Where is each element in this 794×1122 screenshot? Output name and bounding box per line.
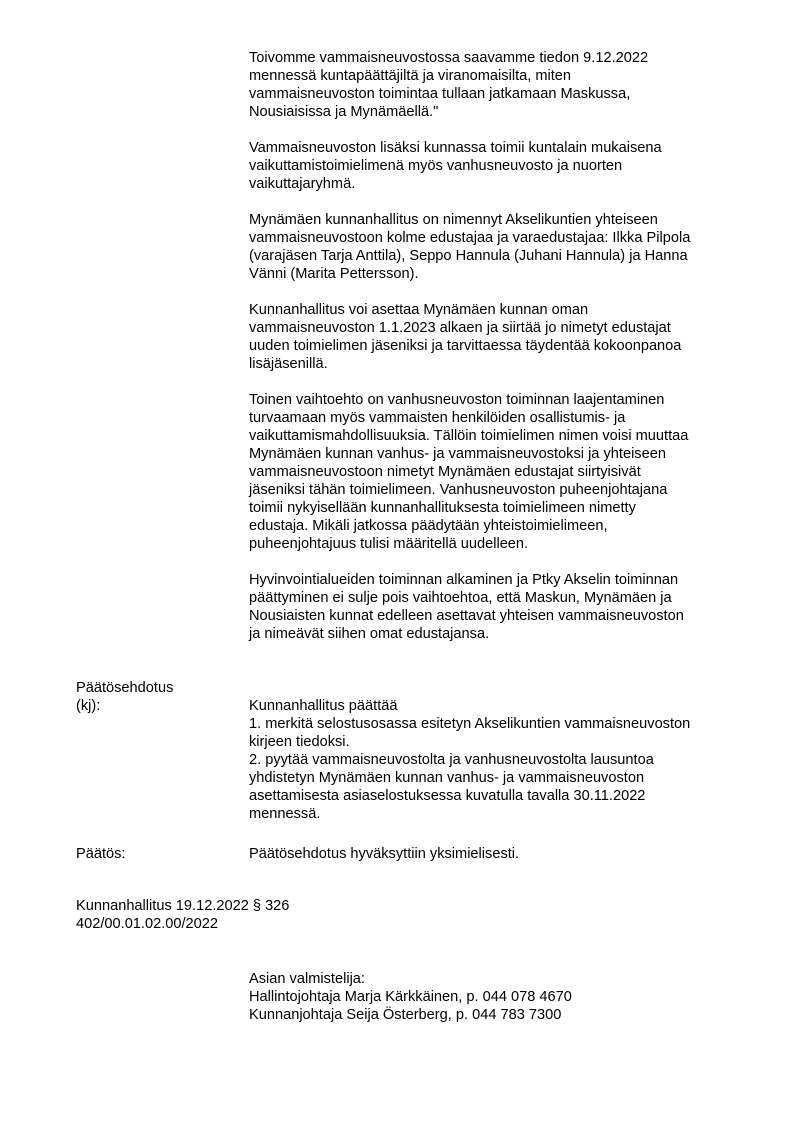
meeting-reference — [76, 897, 476, 933]
text-line: toimii nykyisellään kunnanhallituksesta toimielimeen nimetty — [249, 500, 636, 516]
text-line: vammaisneuvostoon kolme edustajaa ja varaedustajaa: Ilkka Pilpola — [249, 230, 691, 246]
text-line: Mynämäen kunnanhallitus on nimennyt Akselikuntien yhteiseen — [249, 212, 658, 228]
text-line: vaikuttamistoimielimenä myös vanhusneuvosto ja nuorten — [249, 158, 623, 174]
text-line: 2. pyytää vammaisneuvostolta ja vanhusneuvostolta lausuntoa — [249, 752, 654, 768]
proposal-label — [76, 679, 246, 715]
text-line: Nousiaisten kunnat edelleen asettavat yhteisen vammaisneuvoston — [249, 608, 684, 624]
paragraph-shared-council-option — [249, 571, 749, 643]
text-line: Kunnanhallitus päättää — [249, 698, 398, 714]
meeting-reference-line: Kunnanhallitus 19.12.2022 § 326 — [76, 898, 290, 914]
text-line: Nousiaisissa ja Mynämäellä." — [249, 104, 439, 120]
text-line: puheenjohtajuus tulisi määritellä uudelleen. — [249, 536, 529, 552]
text-line: Toivomme vammaisneuvostossa saavamme tiedon 9.12.2022 — [249, 50, 649, 66]
text-line: edustaja. Mikäli jatkossa päädytään yhteistoimielimeen, — [249, 518, 608, 534]
paragraph-statement-request — [249, 49, 749, 121]
preparer-heading: Asian valmistelija: — [249, 971, 365, 987]
text-line: vammaisneuvostoon nimetyt Mynämäen edustajat siirtyisivät — [249, 464, 641, 480]
text-line: Vammaisneuvoston lisäksi kunnassa toimii kuntalain mukaisena — [249, 140, 662, 156]
text-line: Mynämäen kunnan vanhus- ja vammaisneuvostoksi ja yhteiseen — [249, 446, 666, 462]
text-line: kirjeen tiedoksi. — [249, 734, 350, 750]
text-line: päättyminen ei sulje pois vaihtoehtoa, että Maskun, Mynämäen ja — [249, 590, 672, 606]
paragraph-appointed-members — [249, 211, 749, 283]
text-line: yhdistetyn Mynämäen kunnan vanhus- ja vammaisneuvoston — [249, 770, 645, 786]
text-line: turvaamaan myös vammaisten henkilöiden osallistumis- ja — [249, 410, 626, 426]
text-line: vaikuttamismahdollisuuksia. Tällöin toimielimen nimen voisi muuttaa — [249, 428, 689, 444]
preparer-contact: Kunnanjohtaja Seija Österberg, p. 044 783 7300 — [249, 1007, 562, 1023]
text-line: (varajäsen Tarja Anttila), Seppo Hannula (Juhani Hannula) ja Hanna — [249, 248, 688, 264]
decision-text: Päätösehdotus hyväksyttiin yksimielisesti. — [249, 846, 520, 862]
text-line: 1. merkitä selostusosassa esitetyn Akselikuntien vammaisneuvoston — [249, 716, 691, 732]
text-line: lisäjäsenillä. — [249, 356, 328, 372]
text-line: vammaisneuvoston toimintaa tullaan jatkamaan Maskussa, — [249, 86, 631, 102]
text-line: uuden toimielimen jäseniksi ja tarvittaessa täydentää kokoonpanoa — [249, 338, 682, 354]
preparer-section — [249, 970, 749, 1024]
text-line: vaikuttajaryhmä. — [249, 176, 356, 192]
paragraph-other-bodies — [249, 139, 749, 193]
text-line: vammaisneuvoston 1.1.2023 alkaen ja siirtää jo nimetyt edustajat — [249, 320, 671, 336]
background-section — [249, 49, 749, 643]
text-line: jäseniksi tähän toimielimeen. Vanhusneuvoston puheenjohtajana — [249, 482, 668, 498]
case-number: 402/00.01.02.00/2022 — [76, 916, 219, 932]
text-line: ja nimeävät siihen omat edustajansa. — [249, 626, 490, 642]
text-line: mennessä. — [249, 806, 321, 822]
text-line: Vänni (Marita Pettersson). — [249, 266, 419, 282]
text-line: Toinen vaihtoehto on vanhusneuvoston toiminnan laajentaminen — [249, 392, 665, 408]
text-line: Hyvinvointialueiden toiminnan alkaminen ja Ptky Akselin toiminnan — [249, 572, 679, 588]
proposal-label-line: Päätösehdotus — [76, 680, 174, 696]
decision-label: Päätös: — [76, 846, 126, 862]
text-line: asettamisesta asiaselostuksessa kuvatulla tavalla 30.11.2022 — [249, 788, 646, 804]
text-line: mennessä kuntapäättäjiltä ja viranomaisilta, miten — [249, 68, 572, 84]
paragraph-own-council-option — [249, 301, 749, 373]
paragraph-combined-council-option — [249, 391, 749, 553]
text-line: Kunnanhallitus voi asettaa Mynämäen kunnan oman — [249, 302, 589, 318]
preparer-contact: Hallintojohtaja Marja Kärkkäinen, p. 044 078 4670 — [249, 989, 572, 1005]
proposal-label-line: (kj): — [76, 698, 101, 714]
proposal-text — [249, 697, 749, 823]
